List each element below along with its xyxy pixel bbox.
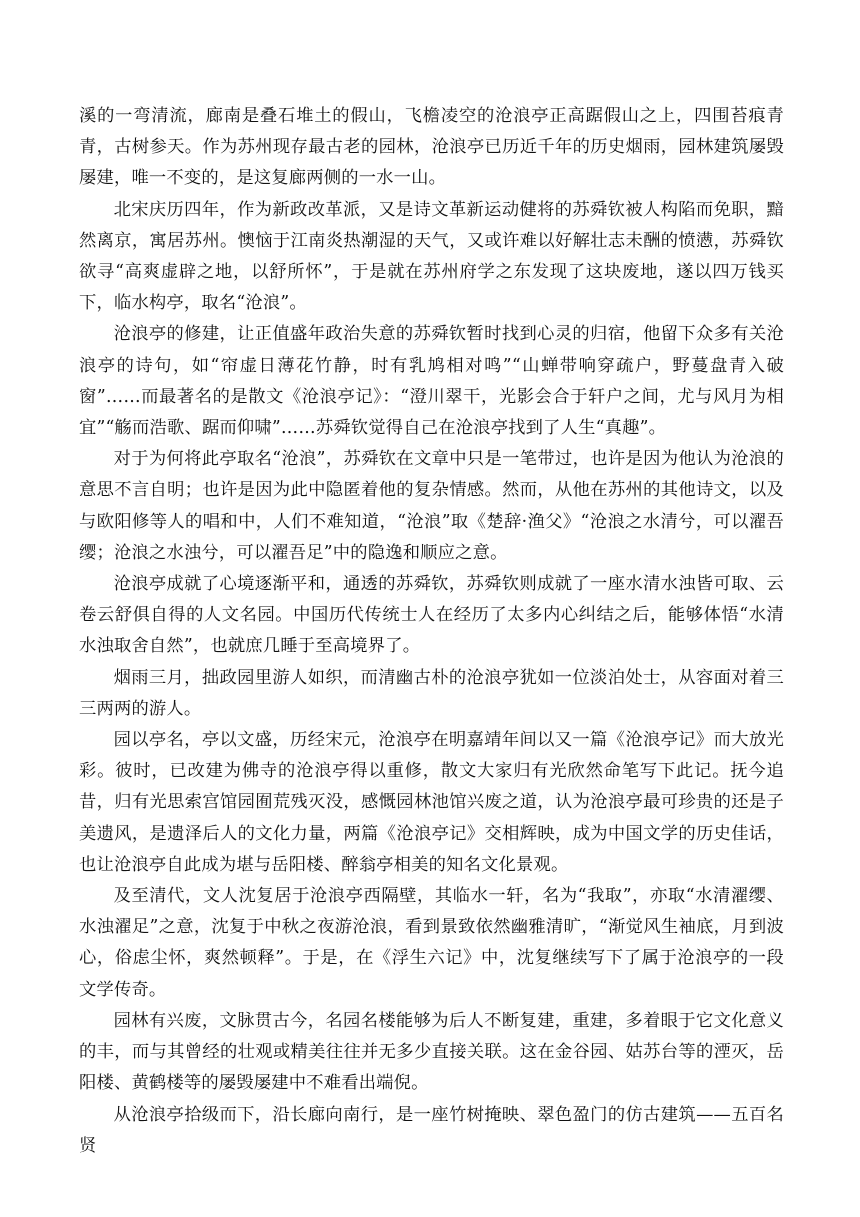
paragraph-continued: 溪的一弯清流，廊南是叠石堆土的假山，飞檐凌空的沧浪亭正高踞假山之上，四围苔痕青青，古树参天。作为苏州现存最古老的园林，沧浪亭已历近千年的历史烟雨，园林建筑屡毁屡建，唯一不变的，是这复廊两侧的一水一山。 <box>79 106 784 189</box>
paragraph-7: 园以亭名，亭以文盛，历经宋元，沧浪亭在明嘉靖年间以又一篇《沧浪亭记》而大放光彩。彼时，已改建为佛寺的沧浪亭得以重修，散文大家归有光欣然命笔写下此记。抚今追昔，归有光思索宫馆园囿荒残灭没，感慨园林池馆兴废之道，认为沧浪亭最可珍贵的还是子美遗风，是遗泽后人的文化力量，两篇《沧浪亭记》交相辉映，成为中国文学的历史佳话，也让沧浪亭自此成为堪与岳阳楼、醉翁亭相美的知名文化景观。 <box>79 730 784 875</box>
paragraph-10: 从沧浪亭拾级而下，沿长廊向南行，是一座竹树掩映、翠色盈门的仿古建筑——五百名贤 <box>79 1104 784 1156</box>
paragraph-5: 沧浪亭成就了心境逐渐平和，通透的苏舜钦，苏舜钦则成就了一座水清水浊皆可取、云卷云舒俱自得的人文名园。中国历代传统士人在经历了太多内心纠结之后，能够体悟“水清水浊取舍自然”，也就庶几睡于至高境界了。 <box>79 574 784 657</box>
article-page <box>79 101 784 1162</box>
paragraph-6: 烟雨三月，拙政园里游人如织，而清幽古朴的沧浪亭犹如一位淡泊处士，从容面对着三三两两的游人。 <box>79 667 784 719</box>
paragraph-2: 北宋庆历四年，作为新政改革派，又是诗文革新运动健将的苏舜钦被人构陷而免职，黯然离京，寓居苏州。懊恼于江南炎热潮湿的天气，又或许难以好解壮志未酬的愤懑，苏舜钦欲寻“高爽虚辟之地，以舒所怀”，于是就在苏州府学之东发现了这块废地，遂以四万钱买下，临水构亭，取名“沧浪”。 <box>79 199 784 314</box>
paragraph-8: 及至清代，文人沈复居于沧浪亭西隔壁，其临水一轩，名为“我取”，亦取“水清濯缨、水浊濯足”之意，沈复于中秋之夜游沧浪，看到景致依然幽雅清旷，“渐觉风生袖底，月到波心，俗虑尘怀，爽然顿释”。于是，在《浮生六记》中，沈复继续写下了属于沧浪亭的一段文学传奇。 <box>79 886 784 1000</box>
paragraph-9: 园林有兴废，文脉贯古今，名园名楼能够为后人不断复建，重建，多着眼于它文化意义的丰，而与其曾经的壮观或精美往往并无多少直接关联。这在金谷园、姑苏台等的湮灭，岳阳楼、黄鹤楼等的屡毁屡建中不难看出端倪。 <box>79 1010 784 1094</box>
paragraph-3: 沧浪亭的修建，让正值盛年政治失意的苏舜钦暂时找到心灵的归宿，他留下众多有关沧浪亭的诗句，如“帘虚日薄花竹静，时有乳鸠相对鸣”“山蝉带响穿疏户，野蔓盘青入破窗”……而最著名的是散文《沧浪亭记》：“澄川翠干，光影会合于轩户之间，尤与风月为相宜”“觞而浩歌、踞而仰啸”……苏舜钦觉得自己在沧浪亭找到了人生“真趣”。 <box>79 324 784 439</box>
paragraph-4: 对于为何将此亭取名“沧浪”，苏舜钦在文章中只是一笔带过，也许是因为他认为沧浪的意思不言自明；也许是因为此中隐匿着他的复杂情感。然而，从他在苏州的其他诗文，以及与欧阳修等人的唱和中，人们不难知道，“沧浪”取《楚辞·渔父》“沧浪之水清兮，可以濯吾缨；沧浪之水浊兮，可以濯吾足”中的隐逸和顺应之意。 <box>79 449 784 563</box>
